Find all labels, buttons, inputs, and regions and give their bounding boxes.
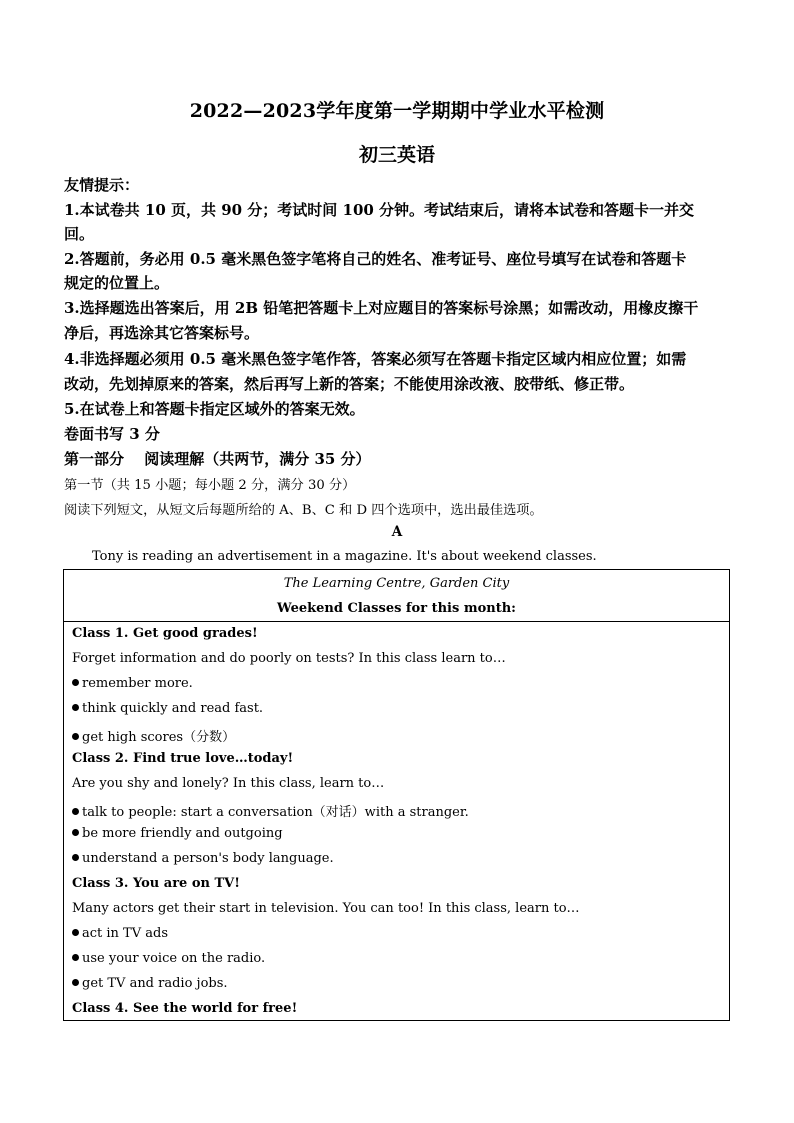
bullet-item xyxy=(72,726,235,745)
notice-line: 改动，先划掉原来的答案，然后再写上新的答案；不能使用涂改液、胶带纸、修正带。 xyxy=(64,375,635,393)
class-title xyxy=(72,751,293,766)
subsection-heading: 第一节（共 15 小题；每小题 2 分，满分 30 分） xyxy=(64,478,356,493)
ad-line-text: remember more. xyxy=(82,676,193,691)
bullet-icon xyxy=(72,679,79,686)
ad-line-text: be more friendly and outgoing xyxy=(82,826,283,841)
ad-line-text: get TV and radio jobs. xyxy=(82,976,228,991)
ad-line-text: Class 3. You are on TV! xyxy=(72,876,240,891)
bullet-icon xyxy=(72,979,79,986)
reading-instruction: 阅读下列短文，从短文后每题所给的 A、B、C 和 D 四个选项中，选出最佳选项。 xyxy=(64,503,543,518)
ad-line-text: think quickly and read fast. xyxy=(82,701,264,716)
bullet-item xyxy=(72,851,334,866)
classes-heading: Weekend Classes for this month: xyxy=(277,601,516,616)
handwriting-score: 卷面书写 3 分 xyxy=(64,425,160,443)
ad-line-text: Forget information and do poorly on tests? In this class learn to… xyxy=(72,651,506,666)
notice-line: 规定的位置上。 xyxy=(64,274,170,292)
notice-line: 净后，再选涂其它答案标号。 xyxy=(64,324,260,342)
class-title xyxy=(72,1001,297,1016)
bullet-icon xyxy=(72,854,79,861)
ad-line-text: Many actors get their start in television. You can too! In this class, learn to… xyxy=(72,901,580,916)
ad-line-text: understand a person's body language. xyxy=(82,851,334,866)
ad-line-text: Class 1. Get good grades! xyxy=(72,626,258,641)
bullet-icon xyxy=(72,954,79,961)
bullet-icon xyxy=(72,704,79,711)
notice-line: 2.答题前，务必用 0.5 毫米黑色签字笔将自己的姓名、准考证号、座位号填写在试卷和答题卡 xyxy=(64,250,687,268)
ad-line-text: use your voice on the radio. xyxy=(82,951,266,966)
exam-title: 2022—2023学年度第一学期期中学业水平检测 xyxy=(189,100,605,122)
advertisement-header xyxy=(64,570,729,622)
bullet-item xyxy=(72,976,228,991)
ad-line-text: talk to people: start a conversation（对话）with a stranger. xyxy=(82,805,469,820)
bullet-icon xyxy=(72,929,79,936)
exam-subject: 初三英语 xyxy=(358,144,435,166)
bullet-icon xyxy=(72,829,79,836)
bullet-item xyxy=(72,676,193,691)
notice-line: 4.非选择题必须用 0.5 毫米黑色签字笔作答，答案必须写在答题卡指定区域内相应位置；如需 xyxy=(64,350,687,368)
bullet-item xyxy=(72,826,283,841)
passage-letter: A xyxy=(391,524,403,540)
class-description xyxy=(72,901,580,916)
passage-intro: Tony is reading an advertisement in a magazine. It's about weekend classes. xyxy=(92,549,597,564)
bullet-icon xyxy=(72,808,79,815)
notice-line: 5.在试卷上和答题卡指定区域外的答案无效。 xyxy=(64,400,365,418)
ad-line-text: Class 2. Find true love…today! xyxy=(72,751,294,766)
ad-line-text: get high scores（分数） xyxy=(82,730,236,745)
bullet-item xyxy=(72,951,265,966)
bullet-item xyxy=(72,801,469,820)
class-title xyxy=(72,626,258,641)
bullet-item xyxy=(72,926,168,941)
notice-line: 3.选择题选出答案后，用 2B 铅笔把答题卡上对应题目的答案标号涂黑；如需改动，用橡皮擦干 xyxy=(64,299,699,317)
notice-line: 1.本试卷共 10 页，共 90 分；考试时间 100 分钟。考试结束后，请将本试卷和答题卡一并交 xyxy=(64,201,695,219)
ad-line-text: Class 4. See the world for free! xyxy=(72,1001,298,1016)
ad-line-text: Are you shy and lonely? In this class, learn to… xyxy=(72,776,385,791)
notice-line: 回。 xyxy=(64,225,95,243)
advertisement-box xyxy=(63,569,730,1021)
class-description xyxy=(72,651,506,666)
class-description xyxy=(72,776,384,791)
part-heading: 第一部分 阅读理解（共两节，满分 35 分） xyxy=(64,450,371,468)
ad-line-text: act in TV ads xyxy=(82,926,168,941)
notice-heading: 友情提示： xyxy=(64,176,140,194)
bullet-item xyxy=(72,701,263,716)
centre-name: The Learning Centre, Garden City xyxy=(283,576,510,591)
bullet-icon xyxy=(72,733,79,740)
class-title xyxy=(72,876,240,891)
